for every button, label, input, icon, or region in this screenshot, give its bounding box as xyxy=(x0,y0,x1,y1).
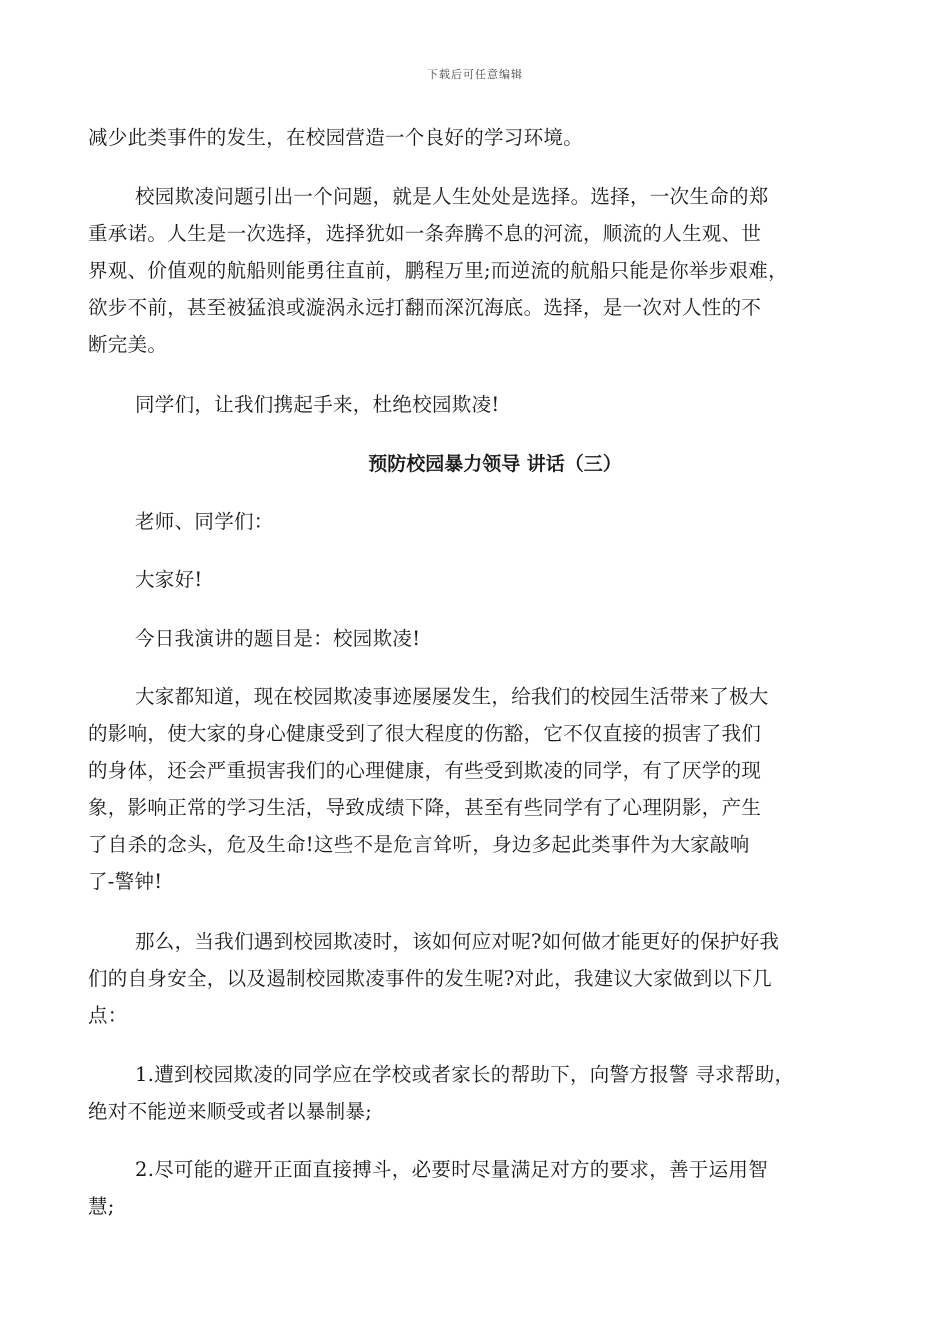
text-line: 了-警钟! xyxy=(88,870,163,893)
text-line: 1.遭到校园欺凌的同学应在学校或者家长的帮助下，向警方报警 寻求帮助， xyxy=(135,1063,795,1086)
text-line: 同学们，让我们携起手来，杜绝校园欺凌! xyxy=(135,393,500,416)
text-line: 断完美。 xyxy=(88,333,168,356)
header-note: 下载后可任意编辑 xyxy=(427,68,523,81)
text-line: 老师、同学们： xyxy=(135,510,274,533)
text-line: 了自杀的念头，危及生命!这些不是危言耸听，身边多起此类事件为大家敲响 xyxy=(88,833,750,856)
text-line: 点： xyxy=(88,1004,128,1027)
text-line: 重承诺。人生是一次选择，选择犹如一条奔腾不息的河流，顺流的人生观、世 xyxy=(88,222,762,245)
text-line: 界观、价值观的航船则能勇往直前，鹏程万里;而逆流的航船只能是你举步艰难， xyxy=(88,259,788,282)
text-line: 的身体，还会严重损害我们的心理健康，有些受到欺凌的同学，有了厌学的现 xyxy=(88,759,762,782)
text-line: 的影响，使大家的身心健康受到了很大程度的伤豁，它不仅直接的损害了我们 xyxy=(88,722,762,745)
text-line: 校园欺凌问题引出一个问题，就是人生处处是选择。选择，一次生命的郑 xyxy=(135,185,769,208)
text-line: 大家都知道，现在校园欺凌事迹屡屡发生，给我们的校园生活带来了极大 xyxy=(135,685,769,708)
text-line: 象，影响正常的学习生活，导致成绩下降，甚至有些同学有了心理阴影，产生 xyxy=(88,796,762,819)
text-line: 大家好! xyxy=(135,568,203,591)
text-line: 绝对不能逆来顺受或者以暴制暴; xyxy=(88,1100,373,1123)
text-line: 那么，当我们遇到校园欺凌时，该如何应对呢?如何做才能更好的保护好我 xyxy=(135,930,780,953)
text-line: 今日我演讲的题目是：校园欺凌! xyxy=(135,627,421,650)
text-line: 欲步不前，甚至被猛浪或漩涡永远打翻而深沉海底。选择，是一次对人性的不 xyxy=(88,296,762,319)
text-line: 2.尽可能的避开正面直接搏斗，必要时尽量满足对方的要求，善于运用智 xyxy=(135,1158,769,1181)
text-line: 减少此类事件的发生，在校园营造一个良好的学习环境。 xyxy=(88,126,584,149)
text-line: 们的自身安全，以及遏制校园欺凌事件的发生呢?对此，我建议大家做到以下几 xyxy=(88,967,772,990)
text-line: 慧; xyxy=(88,1195,115,1218)
section-title: 预防校园暴力领导 讲话（三） xyxy=(368,453,622,475)
